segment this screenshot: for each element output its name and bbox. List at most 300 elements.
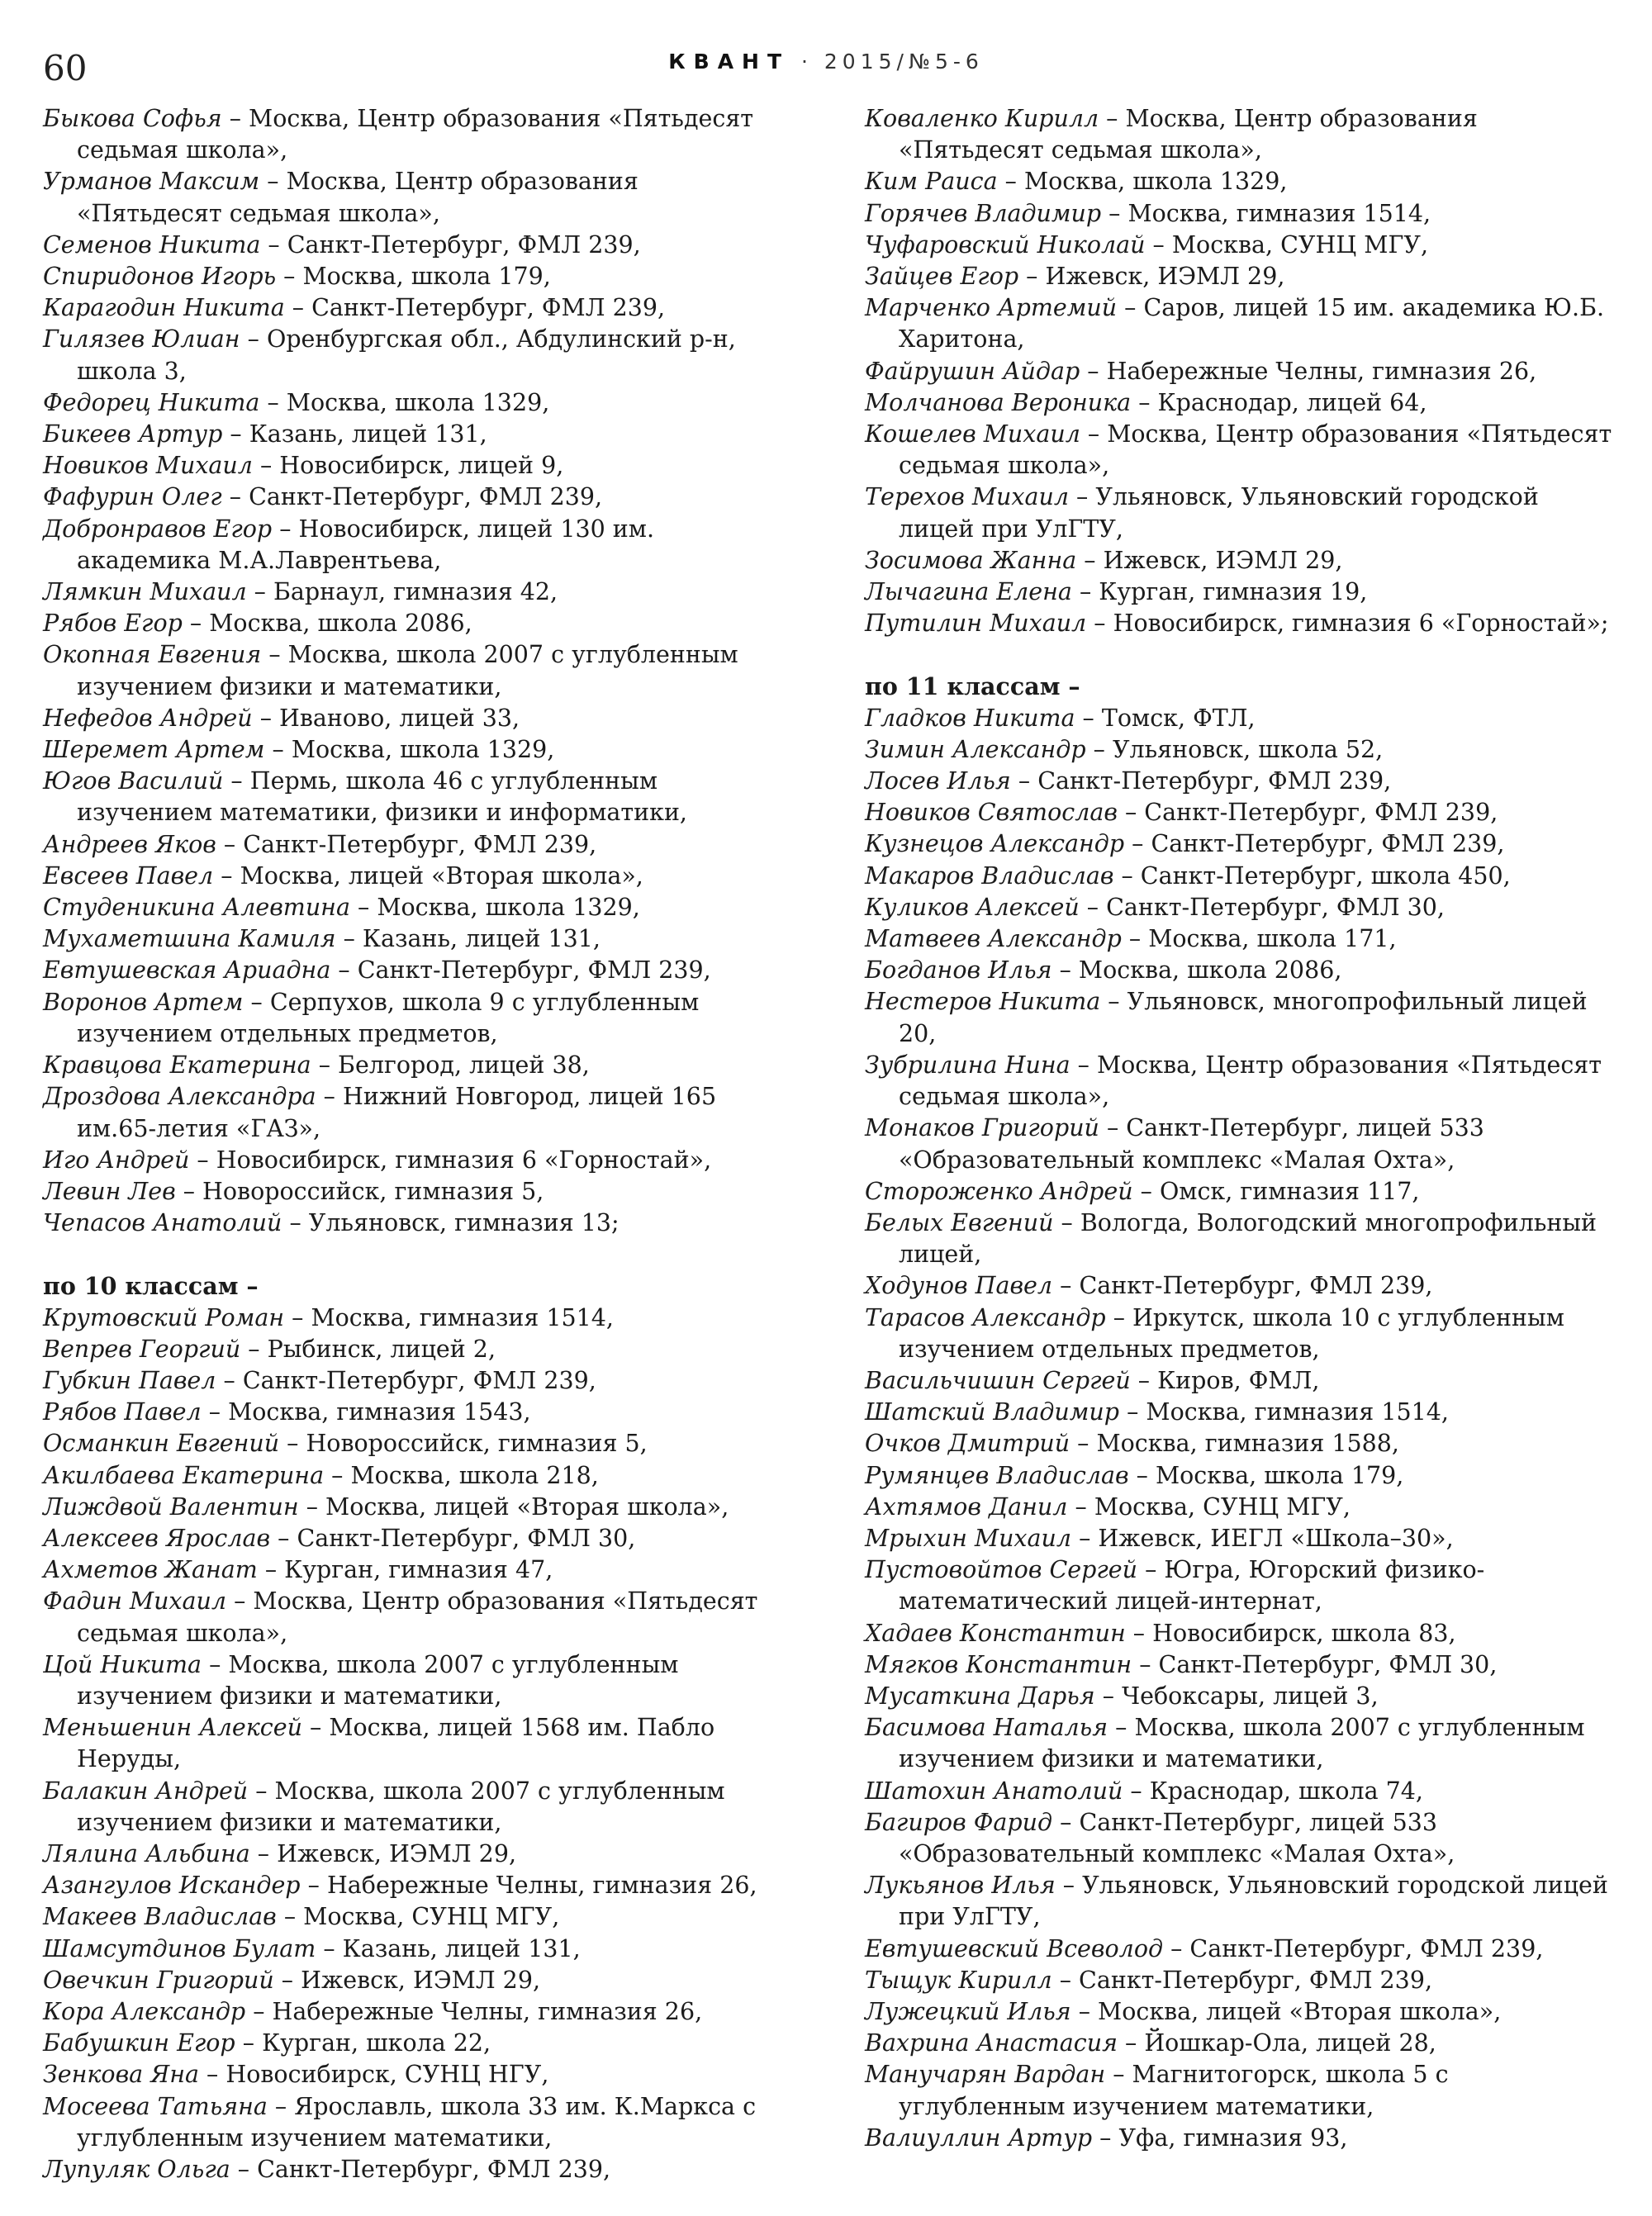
student-school: Москва, СУНЦ МГУ, <box>1171 230 1429 259</box>
dash-separator: – <box>1075 704 1102 732</box>
dash-separator: – <box>273 1966 301 1994</box>
winner-entry <box>43 1839 790 1870</box>
student-name: Ахтямов Данил <box>865 1492 1068 1521</box>
winner-entry <box>865 986 1612 1049</box>
dash-separator: – <box>199 2061 226 2089</box>
dash-separator: – <box>316 1083 343 1111</box>
winner-entry <box>43 1303 790 1334</box>
student-school: Ижевск, ИЭМЛ 29, <box>301 1966 541 1994</box>
dash-separator: – <box>335 925 363 953</box>
dash-separator: – <box>1132 1177 1160 1205</box>
winner-entry <box>43 861 790 892</box>
dash-separator: – <box>311 1051 339 1080</box>
student-school: Москва, гимназия 1514, <box>1127 199 1431 227</box>
student-school: Санкт-Петербург, лицей 533 «Образовательный комплекс «Малая Охта», <box>899 1808 1455 1867</box>
student-school: Курган, гимназия 19, <box>1099 578 1368 606</box>
student-name: Нестеров Никита <box>865 988 1101 1016</box>
winner-entry <box>43 987 790 1050</box>
dash-separator: – <box>1163 1934 1190 1962</box>
dash-separator: – <box>1131 388 1158 416</box>
student-school: Киров, ФМЛ, <box>1157 1366 1320 1394</box>
winner-entry <box>865 230 1612 261</box>
student-name: Новиков Святослав <box>865 799 1118 827</box>
winner-entry <box>865 955 1612 986</box>
student-school: Москва, СУНЦ МГУ, <box>303 1903 560 1931</box>
dash-separator: – <box>235 2029 263 2057</box>
dash-separator: – <box>252 704 280 732</box>
student-school: Иваново, лицей 33, <box>279 704 520 732</box>
student-name: Макаров Владислав <box>865 861 1114 890</box>
student-name: Ахметов Жанат <box>43 1556 258 1584</box>
student-name: Очков Дмитрий <box>865 1430 1070 1458</box>
student-name: Азангулов Искандер <box>43 1872 301 1900</box>
student-name: Куликов Алексей <box>865 893 1080 921</box>
student-school: Санкт-Петербург, лицей 533 «Образовательный комплекс «Малая Охта», <box>899 1114 1484 1174</box>
student-name: Вахрина Анастасия <box>865 2029 1118 2057</box>
dash-separator: – <box>1051 1966 1080 1994</box>
winner-entry <box>865 482 1612 544</box>
winner-entry <box>43 734 790 766</box>
student-school: Санкт-Петербург, ФМЛ 239, <box>287 230 641 259</box>
student-school: Йошкар-Ола, лицей 28, <box>1144 2029 1436 2057</box>
winner-entry <box>865 1965 1612 1996</box>
winner-entry <box>865 103 1612 166</box>
student-name: Басимова Наталья <box>865 1714 1108 1742</box>
student-school: Москва, Центр образования «Пятьдесят седьмая школа», <box>77 1587 758 1647</box>
dash-separator: – <box>1076 546 1104 574</box>
dash-separator: – <box>257 1556 285 1584</box>
student-school: Санкт-Петербург, ФМЛ 239, <box>1189 1934 1544 1962</box>
winner-entry <box>43 387 790 419</box>
student-name: Шатский Владимир <box>865 1398 1120 1426</box>
winner-entry <box>43 2154 790 2185</box>
winner-entry <box>43 1428 790 1459</box>
student-name: Мягков Константин <box>865 1650 1132 1678</box>
winners-list-11 <box>865 703 1612 2154</box>
dash-separator: – <box>349 894 377 922</box>
student-school: Москва, школа 2007 с углубленным изучением физики и математики, <box>899 1714 1585 1773</box>
student-school: Вологда, Вологодский многопрофильный лицей, <box>899 1208 1597 1269</box>
student-name: Монаков Григорий <box>865 1114 1099 1142</box>
winner-entry <box>43 1397 790 1428</box>
winner-entry <box>43 1176 790 1208</box>
dash-separator: – <box>1055 1872 1083 1900</box>
dash-separator: – <box>1071 1524 1099 1552</box>
student-name: Бикеев Артур <box>43 420 223 448</box>
student-school: Ульяновск, Ульяновский городской лицей при УлГТУ, <box>899 1872 1608 1931</box>
student-school: Санкт-Петербург, ФМЛ 239, <box>1079 1272 1433 1300</box>
winner-entry <box>43 482 790 513</box>
winner-entry <box>865 1397 1612 1428</box>
student-school: Томск, ФТЛ, <box>1101 704 1256 732</box>
winners-list-9 <box>43 103 790 1239</box>
student-school: Казань, лицей 131, <box>362 925 601 953</box>
student-school: Новосибирск, школа 83, <box>1152 1619 1456 1647</box>
dash-separator: – <box>221 483 249 511</box>
dash-separator: – <box>261 641 288 669</box>
dash-separator: – <box>1080 420 1108 448</box>
student-name: Воронов Артем <box>43 988 244 1016</box>
student-name: Марченко Артемий <box>865 294 1118 322</box>
student-name: Овечкин Григорий <box>43 1966 274 1994</box>
winner-entry <box>43 1050 790 1081</box>
winner-entry <box>865 1050 1612 1113</box>
winner-entry <box>865 1712 1612 1775</box>
dash-separator: – <box>175 1177 203 1205</box>
student-name: Югов Василий <box>43 767 224 795</box>
student-school: Курган, гимназия 47, <box>284 1556 553 1584</box>
winner-entry <box>43 1081 790 1144</box>
winner-entry <box>865 577 1612 608</box>
dash-separator: – <box>284 1303 311 1331</box>
student-name: Османкин Евгений <box>43 1430 280 1458</box>
winner-entry <box>865 2123 1612 2154</box>
dash-separator: – <box>1100 988 1127 1016</box>
winner-entry <box>865 892 1612 923</box>
student-school: Омск, гимназия 117, <box>1159 1177 1420 1205</box>
dash-separator: – <box>201 1398 229 1426</box>
dash-separator: – <box>324 1461 351 1489</box>
winner-entry <box>43 1649 790 1712</box>
student-school: Казань, лицей 131, <box>342 1934 581 1962</box>
student-name: Кошелев Михаил <box>865 420 1080 448</box>
winner-entry <box>865 1870 1612 1933</box>
student-name: Богданов Илья <box>865 956 1052 985</box>
student-name: Макеев Владислав <box>43 1903 277 1931</box>
winner-entry <box>43 292 790 324</box>
dash-separator: – <box>1092 2123 1119 2152</box>
dash-separator: – <box>1099 105 1126 132</box>
student-school: Ижевск, ИЭМЛ 29, <box>1045 263 1285 291</box>
dash-separator: – <box>301 1714 330 1742</box>
dash-separator: – <box>1105 1303 1133 1331</box>
student-name: Фафурин Олег <box>43 483 222 511</box>
student-school: Саров, лицей 15 им. академика Ю.Б. Харитона, <box>899 294 1605 354</box>
student-name: Лямкин Михаил <box>43 578 247 606</box>
student-name: Меньшенин Алексей <box>43 1714 302 1742</box>
student-school: Санкт-Петербург, ФМЛ 30, <box>1106 893 1445 921</box>
student-name: Лужецкий Илья <box>865 1997 1071 2025</box>
dash-separator: – <box>1067 1492 1094 1521</box>
dash-separator: – <box>222 420 249 448</box>
winner-entry <box>865 1303 1612 1365</box>
dash-separator: – <box>1117 294 1144 322</box>
winner-entry <box>43 955 790 986</box>
dash-separator: – <box>1119 1398 1146 1426</box>
student-name: Губкин Павел <box>43 1366 216 1394</box>
student-name: Васильчишин Сергей <box>865 1366 1131 1394</box>
student-name: Лялина Альбина <box>43 1839 250 1867</box>
dash-separator: – <box>1145 230 1172 259</box>
student-school: Новосибирск, гимназия 6 «Горностай»; <box>1113 610 1609 638</box>
winner-entry <box>43 2028 790 2059</box>
student-school: Москва, школа 1329, <box>286 388 550 416</box>
issue-number: · 2015/№5-6 <box>801 50 984 74</box>
dash-separator: – <box>1108 1714 1135 1742</box>
student-name: Багиров Фарид <box>865 1808 1053 1836</box>
winner-entry <box>43 1523 790 1554</box>
student-name: Новиков Михаил <box>43 452 253 480</box>
dash-separator: – <box>1128 1461 1156 1489</box>
student-school: Москва, школа 179, <box>302 263 551 291</box>
winner-entry <box>43 2059 790 2090</box>
student-school: Пермь, школа 46 с углубленным изучением математики, физики и информатики, <box>77 767 687 827</box>
winner-entry <box>865 1934 1612 1965</box>
winner-entry <box>43 577 790 608</box>
student-name: Лупуляк Ольга <box>43 2156 230 2183</box>
student-school: Москва, Центр образования «Пятьдесят седьмая школа», <box>899 1051 1602 1111</box>
dash-separator: – <box>259 388 287 416</box>
dash-separator: – <box>1070 1430 1097 1458</box>
student-school: Казань, лицей 131, <box>249 420 487 448</box>
winner-entry <box>865 1460 1612 1492</box>
student-school: Москва, школа 1329, <box>1023 168 1288 196</box>
dash-separator: – <box>276 263 303 291</box>
student-name: Рябов Егор <box>43 610 183 638</box>
winner-entry <box>43 1712 790 1775</box>
winner-entry <box>43 1554 790 1586</box>
dash-separator: – <box>202 1650 229 1678</box>
right-column <box>865 103 1612 2154</box>
winner-entry <box>865 1492 1612 1523</box>
student-name: Шамсутдинов Булат <box>43 1934 316 1962</box>
winner-entry <box>865 1649 1612 1681</box>
dash-separator: – <box>1124 830 1151 858</box>
student-school: Санкт-Петербург, ФМЛ 239, <box>243 830 597 858</box>
winner-entry <box>865 166 1612 197</box>
student-school: Серпухов, школа 9 с углубленным изучением отдельных предметов, <box>77 988 700 1047</box>
winner-entry <box>43 103 790 166</box>
student-school: Новосибирск, лицей 9, <box>279 452 564 480</box>
winner-entry <box>43 166 790 229</box>
student-school: Новосибирск, СУНЦ НГУ, <box>225 2061 549 2089</box>
student-school: Новосибирск, лицей 130 им. академика М.А.Лаврентьева, <box>77 515 655 574</box>
winner-entry <box>865 1365 1612 1397</box>
winner-entry <box>865 356 1612 387</box>
dash-separator: – <box>267 2092 295 2120</box>
student-name: Пустовойтов Сергей <box>865 1556 1138 1584</box>
dash-separator: – <box>330 956 358 985</box>
student-school: Нижний Новгород, лицей 165 им.65-летия «ГАЗ», <box>77 1083 717 1142</box>
student-school: Новосибирск, гимназия 6 «Горностай», <box>216 1146 712 1174</box>
student-name: Студеникина Алевтина <box>43 894 350 922</box>
student-name: Румянцев Владислав <box>865 1461 1129 1489</box>
winner-entry <box>865 1996 1612 2028</box>
student-name: Лычагина Елена <box>865 578 1072 606</box>
student-name: Терехов Михаил <box>865 483 1069 511</box>
student-school: Санкт-Петербург, ФМЛ 239, <box>1037 767 1392 795</box>
student-name: Кравцова Екатерина <box>43 1051 311 1080</box>
student-name: Фадин Михаил <box>43 1587 227 1616</box>
winner-entry <box>43 324 790 387</box>
student-school: Ульяновск, многопрофильный лицей 20, <box>899 988 1588 1047</box>
student-school: Москва, Центр образования «Пятьдесят седьмая школа», <box>899 105 1478 164</box>
student-school: Ульяновск, Ульяновский городской лицей при УлГТУ, <box>899 483 1539 543</box>
student-school: Санкт-Петербург, школа 450, <box>1140 861 1511 890</box>
student-school: Ижевск, ИЕГЛ «Школа–30», <box>1098 1524 1454 1552</box>
student-name: Лиждвой Валентин <box>43 1492 299 1521</box>
student-name: Ходунов Павел <box>865 1272 1053 1300</box>
student-name: Карагодин Никита <box>43 294 285 322</box>
dash-separator: – <box>1018 263 1046 291</box>
student-school: Иркутск, школа 10 с углубленным изучением отдельных предметов, <box>899 1303 1564 1363</box>
student-name: Ким Раиса <box>865 168 998 196</box>
dash-separator: – <box>1071 578 1099 606</box>
winner-entry <box>43 892 790 923</box>
winner-entry <box>865 419 1612 482</box>
student-school: Санкт-Петербург, ФМЛ 239, <box>1151 830 1505 858</box>
student-name: Цой Никита <box>43 1650 202 1678</box>
dash-separator: – <box>1068 483 1096 511</box>
dash-separator: – <box>300 1872 327 1900</box>
student-school: Москва, школа 179, <box>1155 1461 1404 1489</box>
student-name: Мосеева Татьяна <box>43 2092 268 2120</box>
student-school: Санкт-Петербург, ФМЛ 30, <box>297 1524 636 1552</box>
student-school: Ижевск, ИЭМЛ 29, <box>277 1839 517 1867</box>
student-school: Оренбургская обл., Абдулинский р-н, школа 3, <box>77 325 736 385</box>
dash-separator: – <box>282 1209 309 1237</box>
dash-separator: – <box>270 1524 297 1552</box>
student-school: Москва, лицей 1568 им. Пабло Неруды, <box>77 1714 715 1773</box>
student-name: Шеремет Артем <box>43 736 265 764</box>
winner-entry <box>865 1176 1612 1208</box>
student-name: Горячев Владимир <box>865 199 1102 227</box>
winner-entry <box>865 1428 1612 1459</box>
student-name: Крутовский Роман <box>43 1303 285 1331</box>
student-school: Ульяновск, школа 52, <box>1112 735 1384 763</box>
student-name: Молчанова Вероника <box>865 388 1132 416</box>
dash-separator: – <box>1052 1272 1080 1300</box>
student-school: Барнаул, гимназия 42, <box>273 578 558 606</box>
winner-entry <box>43 923 790 955</box>
dash-separator: – <box>1053 1208 1080 1236</box>
student-school: Ульяновск, гимназия 13; <box>308 1209 620 1237</box>
dash-separator: – <box>298 1492 326 1521</box>
student-name: Добронравов Егор <box>43 515 273 543</box>
winner-entry <box>43 419 790 450</box>
student-name: Чепасов Анатолий <box>43 1209 282 1237</box>
student-school: Краснодар, лицей 64, <box>1157 388 1427 416</box>
winner-entry <box>865 703 1612 734</box>
student-school: Санкт-Петербург, ФМЛ 239, <box>257 2156 611 2183</box>
student-school: Москва, гимназия 1543, <box>228 1398 531 1426</box>
dash-separator: – <box>1125 1619 1153 1647</box>
dash-separator: – <box>246 578 273 606</box>
dash-separator: – <box>1113 861 1141 890</box>
winner-entry <box>43 766 790 828</box>
student-school: Москва, гимназия 1514, <box>311 1303 614 1331</box>
winner-entry <box>865 1618 1612 1649</box>
dash-separator: – <box>252 452 280 480</box>
student-name: Кузнецов Александр <box>865 830 1125 858</box>
winner-entry <box>865 734 1612 766</box>
student-name: Андреев Яков <box>43 830 216 858</box>
student-name: Левин Лев <box>43 1177 176 1205</box>
student-name: Зимин Александр <box>865 735 1086 763</box>
dash-separator: – <box>226 1587 254 1616</box>
student-name: Евсеев Павел <box>43 861 214 890</box>
student-school: Санкт-Петербург, ФМЛ 239, <box>242 1366 596 1394</box>
dash-separator: – <box>1105 2061 1132 2089</box>
winner-entry <box>43 1965 790 1996</box>
student-name: Спиридонов Игорь <box>43 263 277 291</box>
student-school: Москва, школа 1329, <box>291 736 555 764</box>
dash-separator: – <box>997 168 1024 196</box>
student-name: Мрыхин Михаил <box>865 1524 1072 1552</box>
student-school: Москва, школа 171, <box>1148 925 1397 953</box>
student-name: Тарасов Александр <box>865 1303 1106 1331</box>
dash-separator: – <box>1079 893 1107 921</box>
student-name: Зенкова Яна <box>43 2061 199 2089</box>
winner-entry <box>865 828 1612 860</box>
dash-separator: – <box>1132 1650 1159 1678</box>
student-school: Набережные Челны, гимназия 26, <box>272 1997 703 2025</box>
student-school: Москва, школа 1329, <box>377 894 640 922</box>
student-school: Уфа, гимназия 93, <box>1118 2123 1348 2152</box>
student-school: Москва, школа 2007 с углубленным изучением физики и математики, <box>77 1650 679 1710</box>
winner-entry <box>865 261 1612 292</box>
student-school: Санкт-Петербург, ФМЛ 239, <box>249 483 603 511</box>
student-name: Хадаев Константин <box>865 1619 1126 1647</box>
winner-entry <box>865 1681 1612 1712</box>
winner-entry <box>43 1334 790 1365</box>
dash-separator: – <box>1137 1556 1165 1584</box>
winner-entry <box>43 2091 790 2154</box>
dash-separator: – <box>1051 956 1079 985</box>
dash-separator: – <box>230 2156 258 2183</box>
student-school: Новороссийск, гимназия 5, <box>306 1430 648 1458</box>
dash-separator: – <box>223 767 250 795</box>
student-school: Санкт-Петербург, ФМЛ 239, <box>1144 799 1498 827</box>
winner-entry <box>43 608 790 639</box>
winner-entry <box>43 1870 790 1901</box>
student-school: Санкт-Петербург, ФМЛ 239, <box>1079 1966 1433 1994</box>
winner-entry <box>865 608 1612 639</box>
dash-separator: – <box>1086 610 1113 638</box>
winner-entry <box>865 923 1612 955</box>
student-name: Белых Евгений <box>865 1208 1054 1236</box>
student-school: Ижевск, ИЭМЛ 29, <box>1103 546 1343 574</box>
student-name: Семенов Никита <box>43 230 261 259</box>
dash-separator: – <box>1117 799 1145 827</box>
dash-separator: – <box>1117 2029 1145 2057</box>
student-school: Москва, Центр образования «Пятьдесят седьмая школа», <box>899 420 1612 480</box>
student-name: Лосев Илья <box>865 767 1011 795</box>
student-name: Мусаткина Дарья <box>865 1682 1095 1710</box>
student-school: Югра, Югорский физико-математический лицей-интернат, <box>899 1556 1485 1616</box>
student-school: Чебоксары, лицей 3, <box>1122 1682 1379 1710</box>
dash-separator: – <box>1101 199 1128 227</box>
student-school: Москва, школа 2086, <box>1078 956 1342 985</box>
student-name: Рябов Павел <box>43 1398 202 1426</box>
dash-separator: – <box>213 861 240 890</box>
winners-list-10 <box>43 1303 790 2186</box>
student-name: Алексеев Ярослав <box>43 1524 271 1552</box>
student-name: Шатохин Анатолий <box>865 1777 1123 1805</box>
student-name: Мухаметшина Камиля <box>43 925 336 953</box>
student-name: Валиуллин Артур <box>865 2123 1093 2152</box>
dash-separator: – <box>240 1335 268 1363</box>
winner-entry <box>43 1586 790 1649</box>
dash-separator: – <box>216 1366 243 1394</box>
winner-entry <box>865 1270 1612 1302</box>
winner-entry <box>865 292 1612 355</box>
dash-separator: – <box>1080 357 1107 385</box>
dash-separator: – <box>1070 1051 1097 1079</box>
page-number: 60 <box>43 48 88 88</box>
dash-separator: – <box>1094 1682 1123 1710</box>
dash-separator: – <box>260 230 287 259</box>
